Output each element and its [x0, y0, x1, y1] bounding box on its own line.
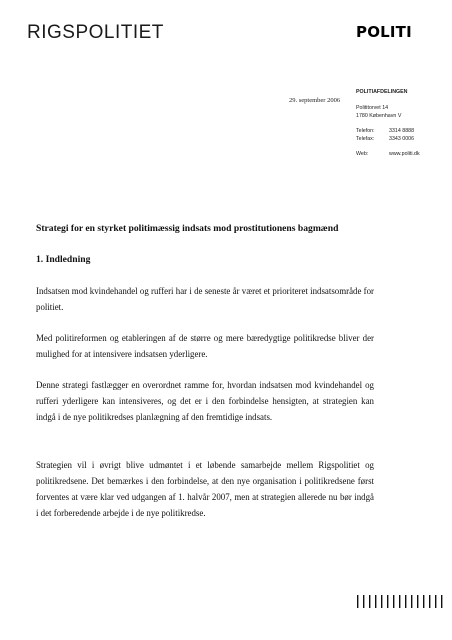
document-title: Strategi for en styrket politimæssig indsats mod prostitutionens bagmænd: [36, 223, 339, 234]
web-link[interactable]: www.politi.dk: [389, 150, 420, 157]
fax-value: 3343 0006: [389, 136, 415, 143]
contact-block: [356, 88, 446, 159]
web-row: [356, 150, 446, 159]
address-line: 1780 København V: [356, 113, 402, 120]
fax-row: [356, 135, 446, 144]
section-heading: 1. Indledning: [36, 254, 91, 265]
rigspolitiet-logo-text: RIGSPOLITIET: [27, 22, 164, 43]
paragraph: Indsatsen mod kvindehandel og rufferi har i de seneste år været et prioriteret indsatsområde for politiet.: [36, 286, 374, 312]
document-date: 29. september 2006: [289, 97, 341, 104]
phone-label: Telefon:: [356, 127, 375, 134]
phone-row: [356, 127, 446, 136]
politi-logo: POLITI: [356, 23, 412, 41]
paragraph: Strategien vil i øvrigt blive udmøntet i et løbende samarbejde mellem Rigspolitiet og politikredsene. Det bemærkes i den forbindelse, at den nye organisation i politikredsene først forventes at være klar ved udgangen af 1. halvår 2007, men at strategien allerede nu bør indgå i det forberedende arbejde i de nye politikredse.: [36, 460, 374, 518]
paragraph: Med politireformen og etableringen af de større og mere bæredygtige politikredse bliver der mulighed for at intensivere indsatsen yderligere.: [36, 333, 374, 359]
department-name: POLITIAFDELINGEN: [356, 89, 408, 95]
web-label: Web:: [356, 150, 369, 157]
phone-value: 3314 8888: [389, 127, 415, 134]
address-line: Polititorvet 14: [356, 104, 389, 111]
fax-label: Telefax:: [356, 136, 375, 143]
paragraph: Denne strategi fastlægger en overordnet ramme for, hvordan indsatsen mod kvindehandel og rufferi yderligere kan intensiveres, og det er i den forbindelse hensigten, at strategien kan indgå i de nye politikredses planlægning af den fremtidige indsats.: [36, 380, 374, 422]
barcode-icon: [356, 595, 448, 608]
